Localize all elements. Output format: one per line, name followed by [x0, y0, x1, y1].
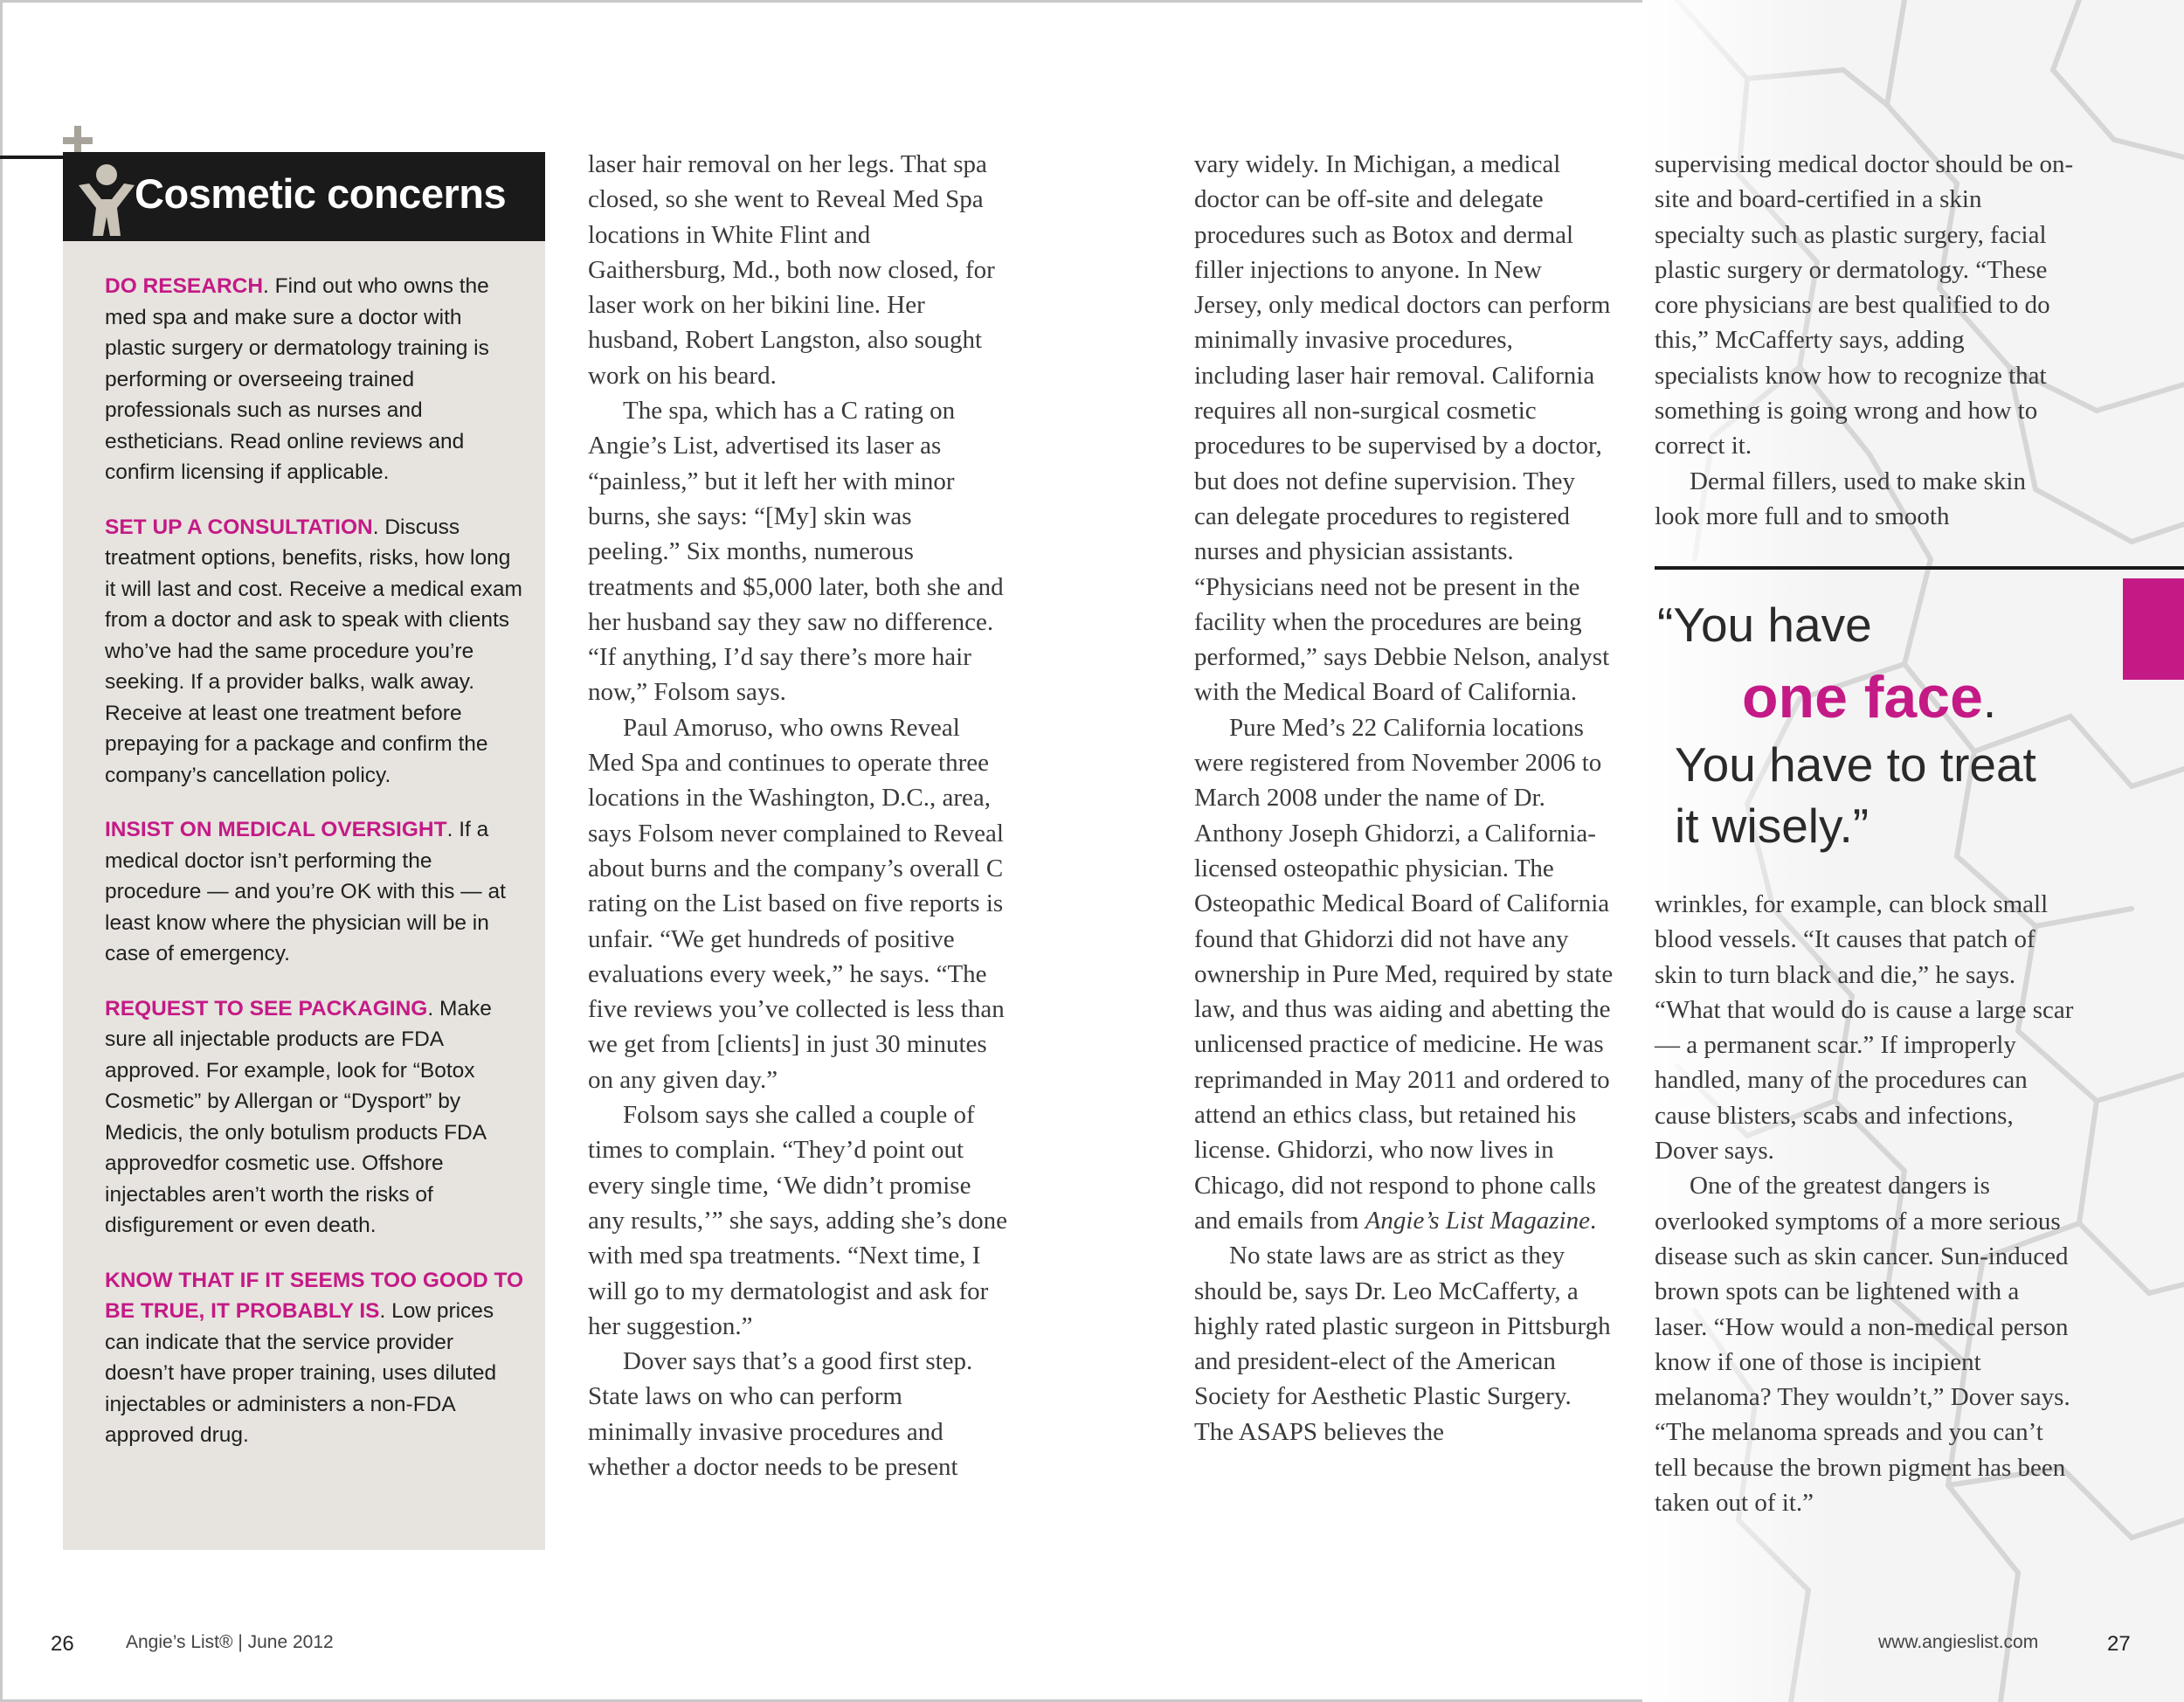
pullquote-line-4: it wisely.” — [1675, 799, 1870, 853]
tip-research — [105, 271, 526, 488]
pullquote-rule — [1655, 566, 2184, 570]
right-page-number: 27 — [2107, 1632, 2131, 1656]
left-footer-text: Angie’s List® | June 2012 — [126, 1632, 334, 1652]
tip-heading: KNOW THAT IF IT SEEMS TOO GOOD TO BE TRUE, IT PROBABLY IS — [105, 1268, 524, 1323]
article-column-3-top — [1655, 147, 2074, 534]
paragraph: Paul Amoruso, who owns Reveal Med Spa and continues to operate three locations in the Washington, D.C., area, says Folsom never complained to Reveal about burns and the company’s overall C rating on the List based on five reports is unfair. “We get hundreds of positive evaluations every week,” he says. “The five reviews you’ve collected is less than we get from [clients] in just 30 minutes on any given day.” — [588, 713, 1005, 1094]
paragraph: laser hair removal on her legs. That spa closed, so she went to Reveal Med Spa locations in White Flint and Gaithersburg, Md., both now closed, for laser work on her bikini line. Her husband, Robert Langston, also sought work on his beard. — [588, 150, 995, 390]
paragraph: The spa, which has a C rating on Angie’s List, advertised its laser as “painless,” but it left her with minor burns, she says: “[My] skin was peeling.” Six months, numerous treatments and $5,000 later, both she and her husband say they saw no difference. “If anything, I’d say there’s more hair now,” Folsom says. — [588, 397, 1004, 707]
right-footer-url: www.angieslist.com — [1878, 1632, 2039, 1652]
paragraph: vary widely. In Michigan, a medical doctor can be off-site and delegate procedures such as Botox and dermal filler injections to anyone. In New Jersey, only medical doctors can perform minimally invasive procedures, including laser hair removal. California requires all non-surgical cosmetic procedures to be supervised by a doctor, but does not define supervision. They can delegate procedures to registered nurses and physician assistants. “Physicians need not be present in the facility when the procedures are being performed,” says Debbie Nelson, analyst with the Medical Board of California. — [1194, 150, 1611, 707]
tip-heading: REQUEST TO SEE PACKAGING — [105, 996, 428, 1021]
article-column-3-bottom — [1655, 887, 2074, 1520]
tip-body: . Low prices can indicate that the service provider doesn’t have proper training, uses diluted injectables or administers a non-FDA approved drug. — [105, 1299, 497, 1447]
pullquote-emphasis: one face — [1742, 664, 1983, 730]
tip-body: . Find out who owns the med spa and make sure a doctor with plastic surgery or dermatology training is performing or overseeing trained professionals such as nurses and estheticians. Read online reviews and confirm licensing if applicable. — [105, 274, 489, 484]
pullquote-line-2 — [1742, 662, 1996, 736]
article-column-1 — [588, 147, 1007, 1484]
pullquote-line-1: “You have — [1657, 598, 1872, 652]
pullquote-line-3: You have to treat — [1675, 737, 2036, 792]
pullquote-period: . — [1982, 674, 1997, 728]
tip-packaging — [105, 993, 526, 1242]
paragraph: Folsom says she called a couple of times to complain. “They’d point out every single time, ‘We didn’t promise any results,’” she says, adding she’s done with med spa treatments. “Next time, I will go to my dermatologist and ask for her suggestion.” — [588, 1101, 1008, 1340]
tip-oversight — [105, 814, 526, 970]
article-column-2 — [1194, 147, 1614, 1449]
paragraph: Pure Med’s 22 California locations were registered from November 2006 to March 2008 under the name of Dr. Anthony Joseph Ghidorzi, a California-licensed osteopathic physician. The Osteopathic Medical Board of California found that Ghidorzi did not have any ownership in Pure Med, required by state law, and thus was aiding and abetting the unlicensed practice of medicine. He was reprimanded in May 2011 and ordered to attend an ethics class, but retained his license. Ghidorzi, who now lives in Chicago, did not respond to phone calls and emails from Angie’s List Magazine. — [1194, 713, 1614, 1235]
tip-body: . Discuss treatment options, benefits, risks, how long it will last and cost. Receive a medical exam from a doctor and ask to speak with clients who’ve had the same procedure you’re seeking. If a provider balks, walk away. Receive at least one treatment before prepaying for a package and confirm the company’s cancellation policy. — [105, 515, 522, 787]
paragraph: supervising medical doctor should be on-site and board-certified in a skin specialty such as plastic surgery, facial plastic surgery or dermatology. “These core physicians are best qualified to do this,” McCafferty says, adding specialists know how to recognize that something is going wrong and how to correct it. — [1655, 150, 2074, 460]
tip-body: . Make sure all injectable products are FDA approved. For example, look for “Botox Cosmetic” by Allergan or “Dysport” by Medicis, the only botulism products FDA approvedfor cosmetic use. Offshore injectables aren’t worth the risks of disfigurement or even death. — [105, 996, 492, 1237]
sidebar-title: Cosmetic concerns — [135, 170, 507, 217]
paragraph-text: Pure Med’s 22 California locations were registered from November 2006 to March 2008 under the name of Dr. Anthony Joseph Ghidorzi, a California-licensed osteopathic physician. The Osteopathic Medical Board of California found that Ghidorzi did not have any ownership in Pure Med, required by state law, and thus was aiding and abetting the unlicensed practice of medicine. He was reprimanded in May 2011 and ordered to attend an ethics class, but retained his license. Ghidorzi, who now lives in Chicago, did not respond to phone calls and emails from — [1194, 713, 1614, 1235]
person-icon — [75, 159, 138, 238]
tip-body: . If a medical doctor isn’t performing the procedure — and you’re OK with this — at least know where the physician will be in case of emergency. — [105, 818, 506, 965]
tip-heading: INSIST ON MEDICAL OVERSIGHT — [105, 818, 447, 841]
paragraph: wrinkles, for example, can block small blood vessels. “It causes that patch of skin to turn black and die,” he says. “What that would do is cause a large scar — a permanent scar.” If improperly handled, many of the procedures can cause blisters, scabs and infections, Dover says. — [1655, 890, 2074, 1166]
magazine-title: Angie’s List Magazine — [1365, 1206, 1590, 1235]
sidebar-header — [63, 152, 545, 241]
tip-heading: DO RESEARCH — [105, 274, 264, 298]
tip-too-good — [105, 1265, 526, 1451]
pullquote-accent-bar — [2123, 578, 2184, 680]
header-rule — [0, 156, 70, 159]
plus-icon-horizontal — [63, 137, 93, 144]
paragraph: Dover says that’s a good first step. State laws on who can perform minimally invasive procedures and whether a doctor needs to be present — [588, 1347, 973, 1481]
paragraph: No state laws are as strict as they should be, says Dr. Leo McCafferty, a highly rated plastic surgeon in Pittsburgh and president-elect of the American Society for Aesthetic Plastic Surgery. The ASAPS believes the — [1194, 1242, 1611, 1446]
left-page-number: 26 — [51, 1632, 74, 1656]
tip-heading: SET UP A CONSULTATION — [105, 515, 373, 539]
sidebar-tips-box — [63, 241, 545, 1550]
paragraph: Dermal fillers, used to make skin look more full and to smooth — [1655, 467, 2026, 530]
tip-consultation — [105, 512, 526, 792]
paragraph: One of the greatest dangers is overlooked symptoms of a more serious disease such as skin cancer. Sun-induced brown spots can be lightened with a laser. “How would a non-medical person know if one of those is incipient melanoma? They wouldn’t,” Dover says. “The melanoma spreads and you can’t tell because the brown pigment has been taken out of it.” — [1655, 1172, 2070, 1518]
